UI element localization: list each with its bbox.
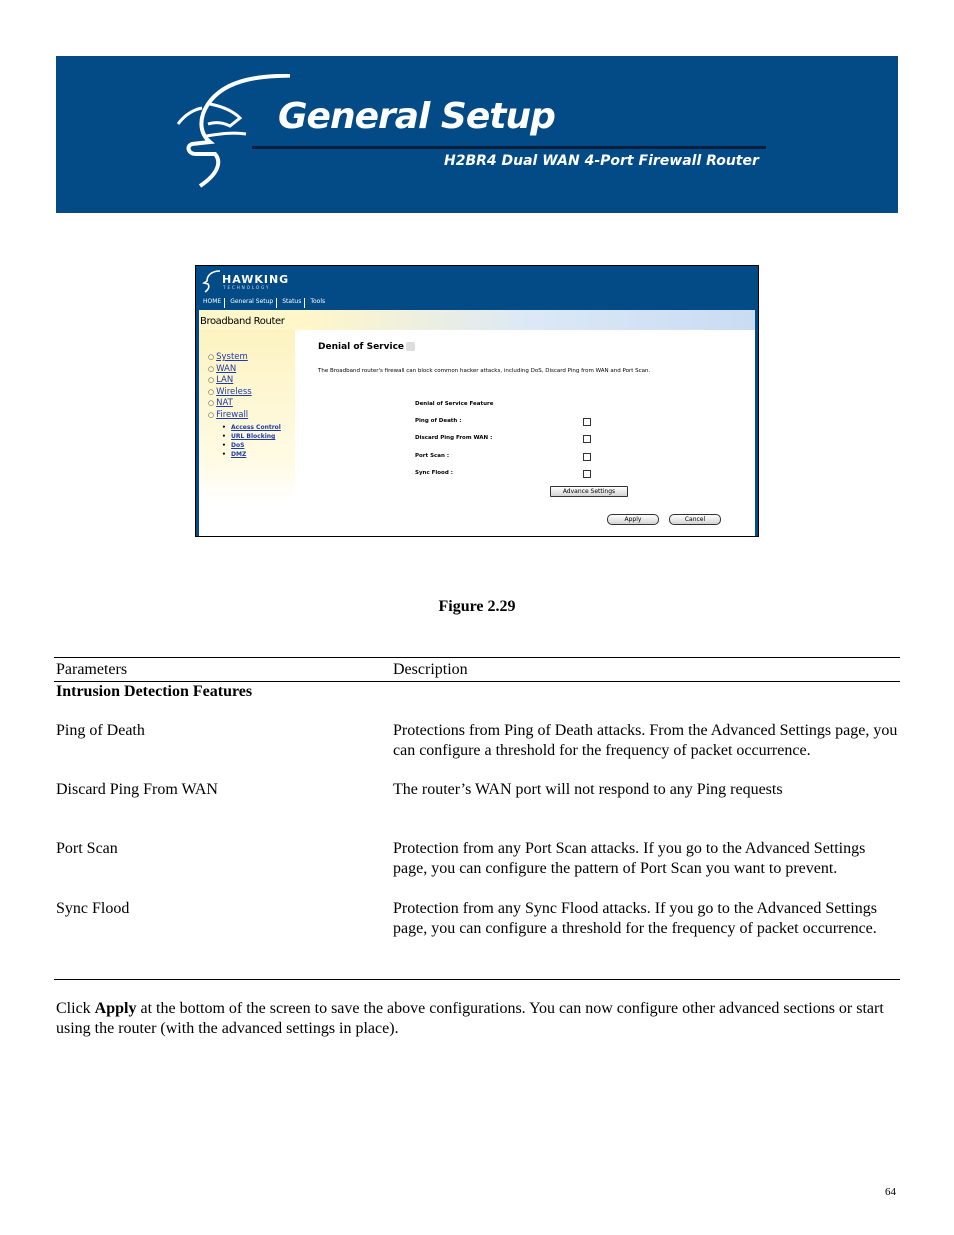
header-banner <box>56 56 898 213</box>
frame-right-edge <box>755 266 758 536</box>
sidebar-item-wan[interactable]: ○ WAN <box>208 364 252 376</box>
desc-port-scan: Protection from any Port Scan attacks. If you go to the Advanced Settings page, you can configure the pattern of Port Scan you want to prevent. <box>393 840 866 877</box>
sidebar-item-system[interactable]: ○ System <box>208 352 252 364</box>
sidebar-item-lan[interactable]: ○ LAN <box>208 375 252 387</box>
frame-left-edge <box>196 266 199 536</box>
table-bottom-rule <box>54 979 900 980</box>
feature-label-port-scan: Port Scan : <box>415 453 450 459</box>
sidebar-menu <box>208 352 252 421</box>
checkbox-sync-flood[interactable] <box>583 470 591 478</box>
table-top-rule <box>54 657 900 658</box>
paragraph-text-end: at the bottom of the screen to save the above configurations. You can now configure other advanced sections or start using the router (with the advanced settings in place). <box>56 1000 884 1037</box>
sidebar-item-wireless[interactable]: ○ Wireless <box>208 387 252 399</box>
submenu-url-blocking[interactable]: • URL Blocking <box>222 432 281 441</box>
desc-sync-flood: Protection from any Sync Flood attacks. If you go to the Advanced Settings page, you can configure a threshold for the frequency of packet occurrence. <box>393 900 877 937</box>
feature-label-sync-flood: Sync Flood : <box>415 470 453 476</box>
desc-discard-ping: The router’s WAN port will not respond to any Ping requests <box>393 781 783 798</box>
table-section-title: Intrusion Detection Features <box>56 683 253 700</box>
figure-caption: Figure 2.29 <box>438 598 516 615</box>
closing-paragraph <box>56 999 901 1039</box>
sidebar-item-firewall[interactable]: ○ Firewall <box>208 410 252 422</box>
band-label: Broadband Router <box>200 316 285 327</box>
help-icon[interactable] <box>406 342 415 351</box>
submenu-dmz[interactable]: • DMZ <box>222 450 281 459</box>
column-header-description: Description <box>393 661 468 678</box>
brand-subtitle: TECHNOLOGY <box>223 285 271 290</box>
sidebar-item-nat[interactable]: ○ NAT <box>208 398 252 410</box>
banner-title: General Setup <box>278 96 555 137</box>
feature-heading: Denial of Service Feature <box>415 401 494 407</box>
param-ping-of-death: Ping of Death <box>56 722 145 739</box>
param-discard-ping: Discard Ping From WAN <box>56 781 218 798</box>
page-number: 64 <box>885 1186 896 1198</box>
apply-button[interactable]: Apply <box>607 514 659 525</box>
banner-rule <box>252 146 766 149</box>
desc-ping-of-death: Protections from Ping of Death attacks. From the Advanced Settings page, you can configure a threshold for the frequency of packet occurrence. <box>393 722 898 759</box>
router-screenshot <box>195 265 759 537</box>
feature-label-ping-of-death: Ping of Death : <box>415 418 462 424</box>
brand-name: HAWKING <box>222 273 290 286</box>
checkbox-port-scan[interactable] <box>583 453 591 461</box>
section-title <box>318 342 415 352</box>
nav-tools[interactable]: Tools <box>310 298 326 305</box>
section-title-text: Denial of Service <box>318 342 405 352</box>
top-nav <box>200 298 328 308</box>
param-port-scan: Port Scan <box>56 840 118 857</box>
paragraph-text-start: Click <box>56 1000 95 1017</box>
hawk-logo-icon <box>170 74 290 189</box>
hawk-small-icon <box>202 269 222 293</box>
checkbox-discard-ping[interactable] <box>583 435 591 443</box>
submenu-dos[interactable]: • DoS <box>222 441 281 450</box>
firewall-submenu <box>222 423 281 459</box>
nav-general-setup[interactable]: General Setup <box>227 298 277 308</box>
nav-status[interactable]: Status <box>279 298 305 308</box>
nav-home[interactable]: HOME <box>200 298 225 308</box>
feature-label-discard-ping: Discard Ping From WAN : <box>415 435 493 441</box>
submenu-access-control[interactable]: • Access Control <box>222 423 281 432</box>
checkbox-ping-of-death[interactable] <box>583 418 591 426</box>
advance-settings-button[interactable]: Advance Settings <box>550 486 628 497</box>
param-sync-flood: Sync Flood <box>56 900 130 917</box>
banner-subtitle: H2BR4 Dual WAN 4-Port Firewall Router <box>444 153 759 169</box>
intro-text: The Broadband router's firewall can block common hacker attacks, including DoS, Discard Ping from WAN and Port Scan. <box>318 368 651 374</box>
paragraph-apply-word: Apply <box>94 1000 137 1017</box>
column-header-parameters: Parameters <box>56 661 128 678</box>
cancel-button[interactable]: Cancel <box>669 514 721 525</box>
